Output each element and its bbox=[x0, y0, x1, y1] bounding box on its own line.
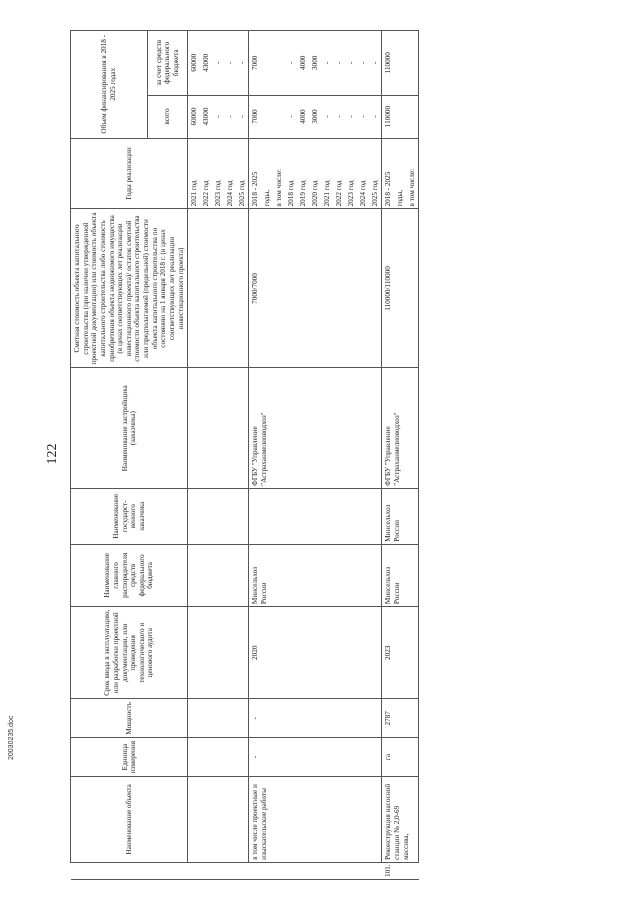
total-cell: - bbox=[323, 115, 332, 118]
total-cell: 3000 bbox=[311, 109, 320, 124]
federal-cell: 7000 bbox=[251, 55, 260, 70]
row-num bbox=[249, 862, 382, 879]
capacity-cell: - bbox=[249, 699, 382, 738]
total-cell: - bbox=[359, 115, 368, 118]
year-cell: 2019 год bbox=[299, 180, 308, 207]
header-name: Наименование объекта bbox=[71, 776, 188, 862]
federal-cell: 110000 bbox=[384, 52, 393, 74]
total-cell bbox=[273, 96, 285, 138]
total-cell: - bbox=[226, 115, 235, 118]
document-table-sheet bbox=[70, 30, 640, 880]
header-unit: Единица измерения bbox=[71, 738, 188, 777]
object-name: Реконструкция насосной станции № 2,0-69 массива, bbox=[382, 776, 419, 862]
federal-cell: - bbox=[226, 61, 235, 64]
federal-cell bbox=[261, 31, 273, 95]
year-cell: 2018 год bbox=[287, 180, 296, 207]
total-cell: 110000 bbox=[384, 105, 393, 128]
total-cell: - bbox=[214, 115, 223, 118]
federal-cell: - bbox=[347, 61, 356, 64]
row-num: 101. bbox=[382, 862, 419, 879]
total-cell: 4000 bbox=[299, 109, 308, 124]
manager-cell: Минсельхоз России bbox=[249, 544, 382, 606]
customer-state-cell bbox=[249, 488, 382, 544]
year-cell: в том числе: bbox=[275, 168, 284, 207]
capacity-cell: 2787 bbox=[382, 699, 419, 738]
total-cell: - bbox=[347, 115, 356, 118]
total-cell: - bbox=[238, 115, 247, 118]
table-row-design-works bbox=[249, 31, 382, 880]
federal-cell: - bbox=[238, 61, 247, 64]
manager-cell: Минсельхоз России bbox=[382, 544, 419, 606]
total-cell bbox=[261, 96, 273, 138]
header-customer-state: Наименование государст-венного заказчика bbox=[71, 488, 188, 544]
year-cell: 2025 год bbox=[371, 180, 380, 207]
federal-cell: - bbox=[335, 61, 344, 64]
table-row-101 bbox=[382, 31, 419, 880]
federal-cell: - bbox=[359, 61, 368, 64]
object-name: в том числе проектные и изыскательские работы bbox=[249, 776, 382, 862]
federal-cell: 43000 bbox=[202, 53, 211, 72]
header-capacity: Мощность bbox=[71, 699, 188, 738]
year-cell: 2018 - 2025 bbox=[251, 171, 260, 207]
table-row-prev-tail bbox=[188, 31, 249, 880]
page-number: 122 bbox=[45, 443, 60, 465]
developer-cell: ФГБУ "Управление "Астраханмелиоводхоз" bbox=[249, 368, 382, 488]
year-cell: 2021 год bbox=[323, 180, 332, 207]
year-cell: годы, bbox=[263, 190, 272, 207]
unit-cell: га bbox=[382, 738, 419, 777]
year-cell: 2023 год bbox=[347, 180, 356, 207]
term-cell: 2020 bbox=[249, 607, 382, 699]
year-cell: 2018 - 2025 bbox=[384, 171, 393, 207]
header-term: Срок ввода в эксплуатацию, или разработки проектной документации, или проведения технологического и ценового аудита bbox=[71, 607, 188, 699]
federal-cell: 3000 bbox=[311, 55, 320, 70]
unit-cell: - bbox=[249, 738, 382, 777]
year-cell: 2023 год bbox=[214, 180, 223, 207]
total-cell: 60000 bbox=[190, 107, 199, 126]
header-years: Годы реализации bbox=[71, 138, 188, 209]
total-cell: 7000 bbox=[251, 109, 260, 124]
year-cell: 2024 год bbox=[226, 180, 235, 207]
federal-cell: 60000 bbox=[190, 53, 199, 72]
footer-filename: 20030235.doc bbox=[8, 715, 15, 760]
year-cell: 2025 год bbox=[238, 180, 247, 207]
federal-cell: - bbox=[371, 61, 380, 64]
header-funding: Объем финансирования в 2018 - 2025 годах bbox=[71, 31, 148, 139]
investment-table bbox=[70, 30, 419, 880]
year-cell: 2020 год bbox=[311, 180, 320, 207]
customer-state-cell: Минсельхоз России bbox=[382, 488, 419, 544]
year-cell: годы, bbox=[396, 190, 405, 207]
total-cell: - bbox=[371, 115, 380, 118]
federal-cell bbox=[273, 31, 285, 95]
term-cell: 2023 bbox=[382, 607, 419, 699]
federal-cell: - bbox=[214, 61, 223, 64]
year-cell: 2021 год bbox=[190, 180, 199, 207]
header-federal: за счет средств федерального бюджета bbox=[147, 31, 187, 96]
year-cell: 2022 год bbox=[202, 180, 211, 207]
total-cell: 43000 bbox=[202, 107, 211, 126]
year-cell: 2022 год bbox=[335, 180, 344, 207]
header-num-cell bbox=[71, 862, 188, 879]
header-developer: Наименование застройщика (заказчика) bbox=[71, 368, 188, 488]
header-estimate: Сметная стоимость объекта капитального строительства (при наличии утвержденной проектной документации) или стоимость объекта капитального строительства либо стоимость приобретения объекта недвижимого имущества (в ценах соответствующих лет реализации инвестиционного проекта)/ остаток сметной стоимости объекта капитального строительства или предполагаемой (предельной) стоимости объекта капитального строительства по состоянию на 1 января 2018 г. (в ценах соответствующих лет реализации инвестиционного проекта) bbox=[71, 209, 188, 368]
header-total: всего bbox=[147, 95, 187, 138]
estimate-cell: 110000/110000 bbox=[382, 209, 419, 368]
year-cell: в том числе: bbox=[408, 168, 417, 207]
estimate-cell: 7000/7000 bbox=[249, 209, 382, 368]
federal-cell: 4000 bbox=[299, 55, 308, 70]
federal-cell: - bbox=[323, 61, 332, 64]
federal-cell: - bbox=[287, 61, 296, 64]
year-cell: 2024 год bbox=[359, 180, 368, 207]
total-cell: - bbox=[335, 115, 344, 118]
total-cell: - bbox=[287, 115, 296, 118]
developer-cell: ФГБУ "Управление "Астраханмелиоводхоз" bbox=[382, 368, 419, 488]
header-manager: Наименование главного распорядителя средств федерального бюджета bbox=[71, 544, 188, 606]
